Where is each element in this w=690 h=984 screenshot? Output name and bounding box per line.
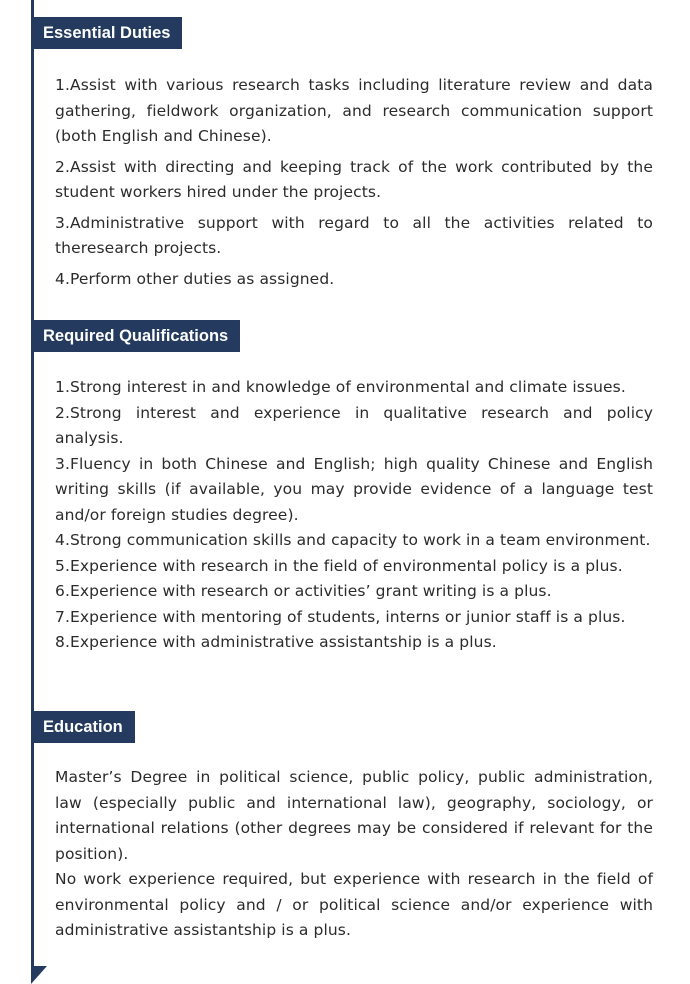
section-body-required-qualifications (55, 375, 653, 656)
qualification-item: 6.Experience with research or activities’ grant writing is a plus. (55, 582, 552, 600)
duty-item: 2.Assist with directing and keeping track of the work contributed by the student workers hired under the projects. (55, 157, 653, 201)
qualification-item: 7.Experience with mentoring of students, interns or junior staff is a plus. (55, 607, 626, 626)
section-body-education (55, 765, 653, 944)
section-heading-required-qualifications: Required Qualifications (31, 320, 240, 352)
qualification-item: 1.Strong interest in and knowledge of environmental and climate issues. (55, 378, 626, 396)
rail-end-marker (31, 966, 47, 984)
section-body-essential-duties (55, 73, 653, 292)
duty-item: 1.Assist with various research tasks including literature review and data gathering, fieldwork organization, and research communication support (both English and Chinese). (55, 76, 653, 145)
duty-item: 3.Administrative support with regard to all the activities related to theresearch projects. (55, 213, 653, 257)
qualification-item: 2.Strong interest and experience in qualitative research and policy analysis. (55, 403, 653, 447)
education-paragraph: Master’s Degree in political science, public policy, public administration, law (especially public and international law), geography, sociology, or international relations (other degrees may be considered if relevant for the position). (55, 768, 653, 863)
qualification-item: 4.Strong communication skills and capacity to work in a team environment. (55, 531, 651, 549)
qualification-item: 8.Experience with administrative assistantship is a plus. (55, 633, 497, 651)
qualification-item: 3.Fluency in both Chinese and English; high quality Chinese and English writing skills (if available, you may provide evidence of a language test and/or foreign studies degree). (55, 454, 653, 524)
education-paragraph: No work experience required, but experience with research in the field of environmental policy and / or political science and/or experience with administrative assistantship is a plus. (55, 870, 653, 939)
duty-item: 4.Perform other duties as assigned. (55, 269, 335, 288)
qualification-item: 5.Experience with research in the field of environmental policy is a plus. (55, 556, 623, 575)
section-heading-education: Education (31, 711, 135, 743)
section-rail (31, 0, 34, 968)
section-heading-essential-duties: Essential Duties (31, 17, 182, 49)
